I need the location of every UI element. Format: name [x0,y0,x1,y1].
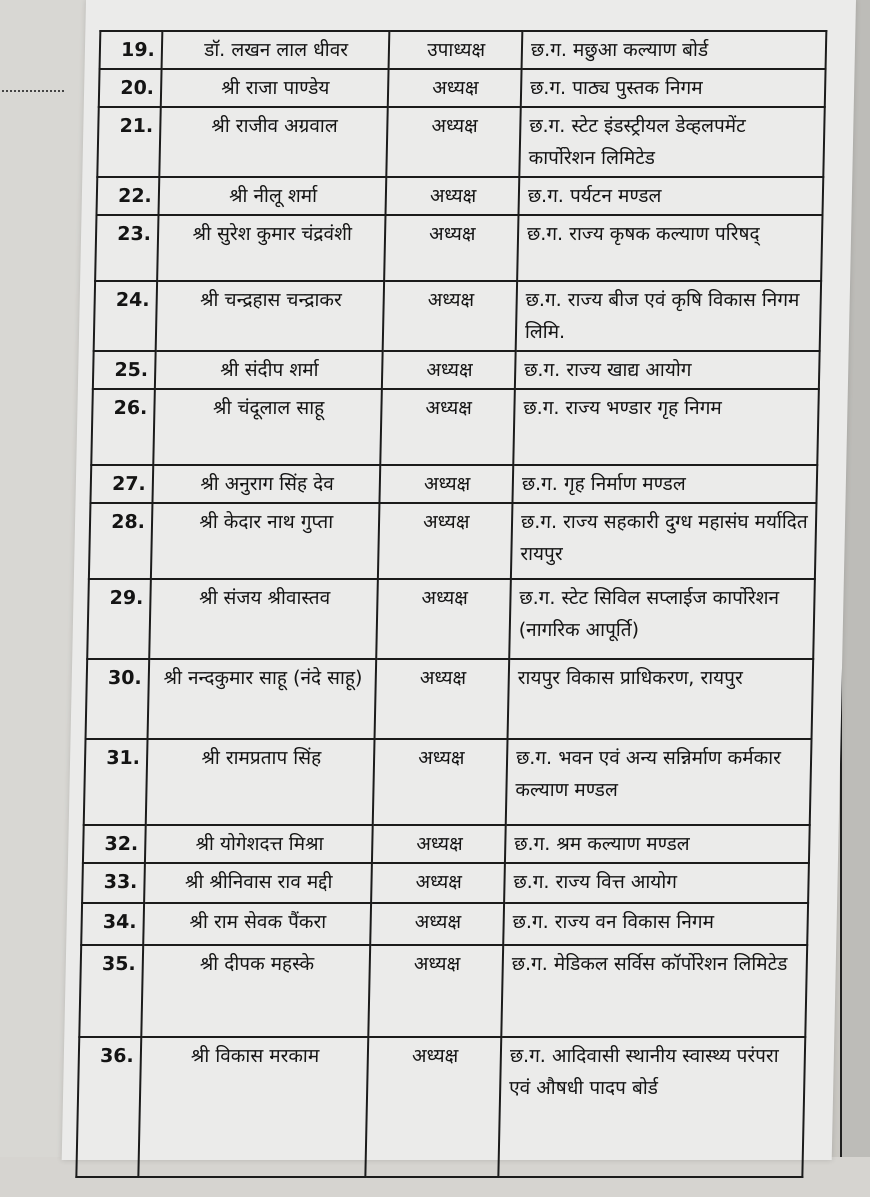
table-row [100,31,827,69]
organization-name: छ.ग. राज्य कृषक कल्याण परिषद् [517,215,822,281]
person-name: श्री विकास मरकाम [138,1037,368,1177]
table-row [93,351,820,389]
post-title: अध्यक्ष [365,1037,501,1177]
organization-name: छ.ग. पाठ्य पुस्तक निगम [521,69,826,107]
row-number: 31. [84,739,148,825]
person-name: श्री संदीप शर्मा [155,351,382,389]
organization-name: छ.ग. मेडिकल सर्विस कॉर्पोरेशन लिमिटेड [501,945,807,1037]
person-name: श्री योगेशदत्त मिश्रा [145,825,372,863]
row-number: 20. [99,69,162,107]
organization-name: छ.ग. राज्य सहकारी दुग्ध महासंघ मर्यादित रायपुर [511,503,817,579]
row-number: 32. [83,825,146,863]
post-title: उपाध्यक्ष [388,31,522,69]
table-row [95,215,822,281]
organization-name: छ.ग. श्रम कल्याण मण्डल [505,825,810,863]
post-title: अध्यक्ष [382,281,517,351]
row-number: 24. [94,281,157,351]
person-name: श्री अनुराग सिंह देव [152,465,379,503]
person-name: श्री नीलू शर्मा [158,177,385,215]
person-name: श्री चंदूलाल साहू [153,389,381,465]
organization-name: छ.ग. मछुआ कल्याण बोर्ड [522,31,827,69]
row-number: 33. [82,863,145,903]
table-row [97,107,824,177]
organization-name: छ.ग. राज्य वन विकास निगम [503,903,808,945]
organization-name: रायपुर विकास प्राधिकरण, रायपुर [507,659,813,739]
post-title: अध्यक्ष [376,579,511,659]
person-name: डॉ. लखन लाल धीवर [161,31,388,69]
post-title: अध्यक्ष [385,177,519,215]
appointments-table [75,30,827,1178]
table-row [76,1037,805,1177]
post-title: अध्यक्ष [379,465,513,503]
row-number: 25. [93,351,156,389]
organization-name: छ.ग. भवन एवं अन्य सन्निर्माण कर्मकार कल्याण मण्डल [506,739,812,825]
person-name: श्री रामप्रताप सिंह [146,739,374,825]
row-number: 34. [81,903,144,945]
person-name: श्री चन्द्रहास चन्द्राकर [156,281,384,351]
organization-name: छ.ग. राज्य भण्डार गृह निगम [513,389,819,465]
row-number: 35. [79,945,143,1037]
post-title: अध्यक्ष [377,503,512,579]
table-row [79,945,807,1037]
organization-name: छ.ग. स्टेट सिविल सप्लाईज कार्पोरेशन (नागरिक आपूर्ति) [509,579,815,659]
person-name: श्री राम सेवक पैंकरा [143,903,371,945]
person-name: श्री श्रीनिवास राव मद्दी [144,863,371,903]
person-name: श्री दीपक महस्के [141,945,370,1037]
table-row [83,825,810,863]
post-title: अध्यक्ष [374,659,509,739]
post-title: अध्यक्ष [371,863,505,903]
table-row [96,177,823,215]
organization-name: छ.ग. राज्य बीज एवं कृषि विकास निगम लिमि. [516,281,822,351]
organization-name: छ.ग. राज्य खाद्य आयोग [515,351,820,389]
row-number: 27. [90,465,153,503]
table-row [90,465,817,503]
post-title: अध्यक्ष [371,825,505,863]
organization-name: छ.ग. आदिवासी स्थानीय स्वास्थ्य परंपरा एवं औषधी पादप बोर्ड [498,1037,805,1177]
table-row [89,503,817,579]
person-name: श्री नन्दकुमार साहू (नंदे साहू) [147,659,375,739]
dotted-line [2,90,64,92]
organization-name: छ.ग. स्टेट इंडस्ट्रीयल डेव्हलपमेंट कार्पोरेशन लिमिटेड [519,107,825,177]
row-number: 29. [87,579,151,659]
row-number: 30. [86,659,150,739]
organization-name: छ.ग. पर्यटन मण्डल [518,177,823,215]
post-title: अध्यक्ष [386,107,521,177]
post-title: अध्यक्ष [387,69,521,107]
row-number: 21. [97,107,160,177]
table-row [91,389,819,465]
table-row [86,659,814,739]
table-row [81,903,808,945]
organization-name: छ.ग. गृह निर्माण मण्डल [512,465,817,503]
row-number: 28. [89,503,152,579]
document-page [62,0,856,1160]
person-name: श्री केदार नाथ गुप्ता [151,503,379,579]
table-row [84,739,812,825]
post-title: अध्यक्ष [381,351,515,389]
post-title: अध्यक्ष [384,215,519,281]
table-row [99,69,826,107]
table-row [82,863,809,903]
person-name: श्री राजीव अग्रवाल [159,107,387,177]
post-title: अध्यक्ष [380,389,515,465]
post-title: अध्यक्ष [368,945,503,1037]
post-title: अध्यक्ष [370,903,504,945]
post-title: अध्यक्ष [372,739,507,825]
table-row [87,579,815,659]
row-number: 22. [96,177,159,215]
row-number: 19. [100,31,163,69]
row-number: 36. [76,1037,141,1177]
row-number: 23. [95,215,158,281]
organization-name: छ.ग. राज्य वित्त आयोग [504,863,809,903]
person-name: श्री राजा पाण्डेय [161,69,388,107]
table-row [94,281,821,351]
person-name: श्री संजय श्रीवास्तव [149,579,377,659]
person-name: श्री सुरेश कुमार चंद्रवंशी [157,215,385,281]
row-number: 26. [91,389,154,465]
